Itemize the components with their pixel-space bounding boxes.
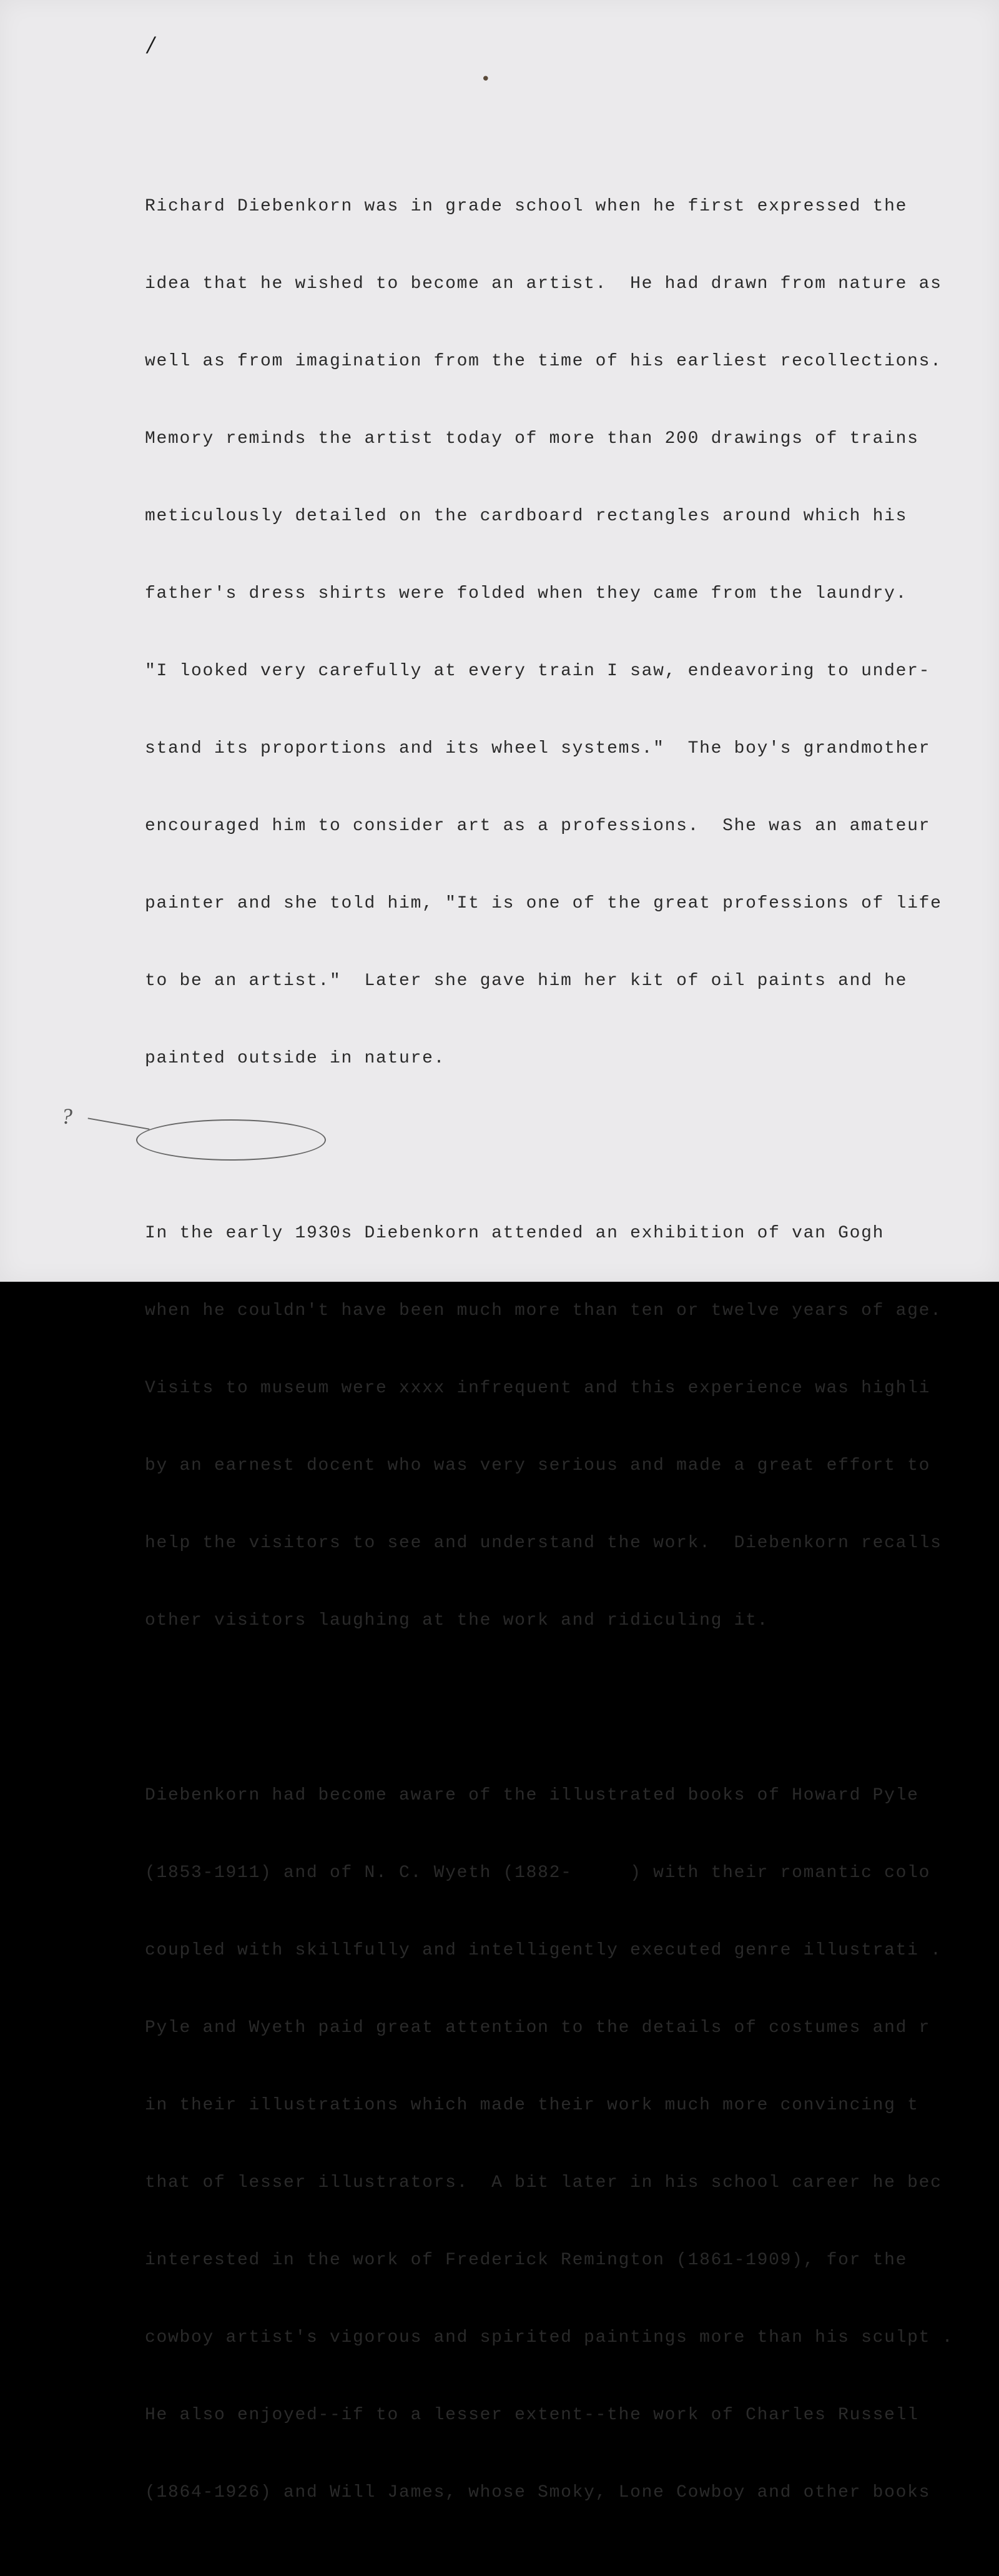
text-line: stand its proportions and its wheel systems." The boy's grandmother (145, 739, 931, 758)
text-line: (1853-1911) and of N. C. Wyeth (1882- ) with their romantic colo (145, 1863, 931, 1883)
text-line: to be an artist." Later she gave him her kit of oil paints and he (145, 971, 908, 991)
text-line: coupled with skillfully and intelligently executed genre illustrati . (145, 1941, 942, 1960)
text-line: that of lesser illustrators. A bit later in his school career he bec (145, 2173, 942, 2192)
text-line: Diebenkorn had become aware of the illustrated books of Howard Pyle (145, 1786, 919, 1805)
text-line: Visits to museum were xxxx infrequent and this experience was highli (145, 1379, 931, 1398)
text-line: well as from imagination from the time of his earliest recollections. (145, 352, 942, 371)
text-line: by an earnest docent who was very serious and made a great effort to (145, 1456, 931, 1475)
text-line: help the visitors to see and understand the work. Diebenkorn recalls (145, 1533, 942, 1553)
text-line: He also enjoyed--if to a lesser extent--the work of Charles Russell (145, 2405, 919, 2425)
typed-manuscript-body (145, 110, 957, 2576)
text-line: Memory reminds the artist today of more than 200 drawings of trains (145, 429, 919, 448)
page-number-mark: / (147, 31, 155, 59)
text-line: meticulously detailed on the cardboard rectangles around which his (145, 507, 908, 526)
text-line: when he couldn't have been much more than ten or twelve years of age. (145, 1301, 942, 1320)
paragraph-1 (145, 149, 957, 1117)
text-line: interested in the work of Frederick Remington (1861-1909), for the (145, 2251, 908, 2270)
text-line: Richard Diebenkorn was in grade school when he first expressed the (145, 197, 908, 216)
margin-question-mark: ? (61, 1104, 72, 1129)
text-line: In the early 1930s Diebenkorn attended an exhibition of van Gogh (145, 1224, 885, 1243)
paragraph-3 (145, 1738, 957, 2551)
text-line: other visitors laughing at the work and ridiculing it. (145, 1611, 769, 1630)
text-line: cowboy artist's vigorous and spirited paintings more than his sculpt . (145, 2328, 954, 2347)
text-line: Pyle and Wyeth paid great attention to the details of costumes and r (145, 2018, 931, 2038)
text-line: in their illustrations which made their work much more convincing t (145, 2096, 919, 2115)
text-line: (1864-1926) and Will James, whose Smoky, Lone Cowboy and other books (145, 2483, 931, 2502)
paragraph-2 (145, 1176, 957, 1679)
text-line: idea that he wished to become an artist. He had drawn from nature as (145, 274, 942, 294)
text-line: encouraged him to consider art as a professions. She was an amateur (145, 816, 931, 836)
margin-annotation-line (88, 1117, 150, 1129)
text-line: "I looked very carefully at every train I saw, endeavoring to under- (145, 661, 931, 681)
ink-smudge: • (481, 70, 491, 89)
text-line: father's dress shirts were folded when they came from the laundry. (145, 584, 908, 603)
text-line: painter and she told him, "It is one of the great professions of life (145, 894, 942, 913)
text-line: painted outside in nature. (145, 1049, 446, 1068)
